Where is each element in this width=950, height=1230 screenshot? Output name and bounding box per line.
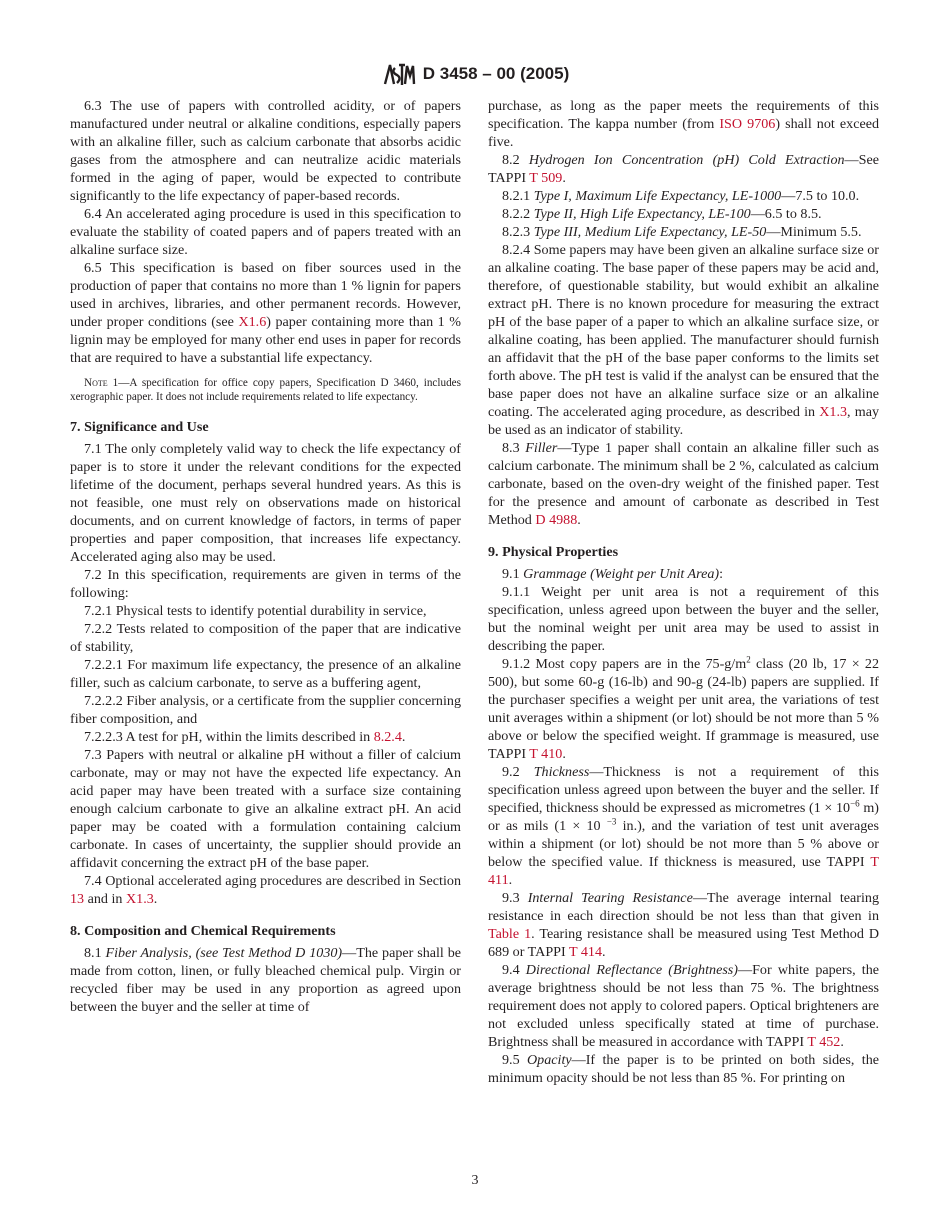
cross-reference-link[interactable]: T 414 [568, 944, 603, 960]
text: . [840, 1034, 844, 1050]
cross-reference-link[interactable]: X1.3 [125, 891, 154, 907]
text: : [719, 566, 724, 582]
text: 9. Physical Properties [488, 544, 619, 560]
italic-text: Internal Tearing Resistance [527, 890, 693, 906]
text: —Thickness is not a requirement of this specification unless agreed upon between the buyer and the seller. If specified, thickness should be expressed as micrometres (1 × 10 [488, 764, 879, 816]
text: 8.2 [502, 152, 529, 168]
text: 6.5 This specification is based on fiber sources used in the production of paper that contains no more than 1 % lignin for papers used in archives, libraries, and other permanent records. However, under proper conditions (see [70, 260, 461, 330]
paragraph [488, 961, 879, 1051]
cross-reference-link[interactable]: ISO 9706 [719, 116, 776, 132]
text: . [508, 872, 513, 888]
paragraph [70, 205, 461, 259]
text: ) shall not exceed five. [488, 116, 880, 150]
text: —If the paper is to be printed on both sides, the minimum opacity should be not less than 85 %. For printing on [488, 1052, 880, 1086]
paragraph [70, 566, 461, 602]
text: —Type 1 paper shall contain an alkaline filler such as calcium carbonate. The minimum shall be 2 %, calculated as calcium carbonate, based on the oven-dry weight of the finished paper. Test for the presence and amount of carbonate as described in Test Method [488, 440, 880, 528]
text: and in [84, 891, 126, 907]
paragraph [488, 223, 879, 241]
paragraph [70, 620, 461, 656]
paragraph [488, 205, 879, 223]
cross-reference-link[interactable]: 8.2.4 [373, 729, 402, 745]
superscript: −3 [606, 816, 617, 827]
cross-reference-link[interactable]: X1.6 [238, 314, 267, 330]
text: 9.3 [502, 890, 528, 906]
text: . [577, 512, 581, 528]
text: 8.2.2 [502, 206, 534, 222]
italic-text: Type II, High Life Expectancy, LE-100 [533, 206, 751, 222]
cross-reference-link[interactable]: 13 [70, 891, 85, 907]
paragraph [70, 944, 461, 1016]
page-number: 3 [471, 1173, 479, 1188]
text: ) paper containing more than 1 % lignin may be employed for many other end uses in paper for records that are required to have a substantial life expectancy. [70, 314, 461, 366]
text: 7.2.2.2 Fiber analysis, or a certificate from the supplier concerning fiber composition, and [70, 693, 461, 727]
text: purchase, as long as the paper meets the requirements of this specification. The kappa number (from [488, 98, 879, 132]
text: 9.1.1 Weight per unit area is not a requirement of this specification, unless agreed upon between the buyer and the seller, but the nominal weight per unit area may be used to assist in describing the paper. [488, 584, 879, 654]
paragraph [70, 97, 461, 205]
text: 7.2.2.1 For maximum life expectancy, the presence of an alkaline filler, such as calcium carbonate, to serve as a buffering agent, [70, 657, 461, 691]
paragraph [70, 872, 461, 908]
italic-text: Hydrogen Ion Concentration (pH) Cold Extraction [528, 152, 845, 168]
document-designation: D 3458 – 00 (2005) [422, 64, 570, 83]
text: 8.3 [502, 440, 526, 456]
cross-reference-link[interactable]: T 411 [488, 854, 879, 888]
text: 9.2 [502, 764, 534, 780]
text: 9.1.2 Most copy papers are in the 75-g/m [502, 656, 747, 672]
paragraph [70, 259, 461, 367]
text: . [401, 729, 406, 745]
italic-text: Opacity [527, 1052, 572, 1068]
paragraph [488, 889, 879, 961]
italic-text: Thickness [533, 764, 590, 780]
left-column [70, 97, 461, 1016]
cross-reference-link[interactable]: Table 1 [488, 926, 532, 942]
text: m) or as mils (1 × 10 [488, 800, 879, 834]
superscript: −6 [850, 798, 860, 809]
text: 8.2.3 [502, 224, 534, 240]
italic-text: Directional Reflectance (Brightness) [525, 962, 738, 978]
italic-text: Type III, Medium Life Expectancy, LE-50 [533, 224, 767, 240]
paragraph [70, 656, 461, 692]
italic-text: Filler [525, 440, 558, 456]
cross-reference-link[interactable]: T 410 [529, 746, 563, 762]
text: 9.1 [502, 566, 524, 582]
note [70, 376, 461, 404]
text: 7. Significance and Use [70, 419, 209, 435]
paragraph [488, 1051, 879, 1087]
section-heading [70, 922, 461, 940]
text: 7.3 Papers with neutral or alkaline pH without a filler of calcium carbonate, may or may not have the expected life expectancy. An acid paper may have been treated with a surface size containing enough calcium carbonate to give an alkaline extract pH. An acid paper may be coated with a formulation containing calcium carbonate. In cases of uncertainty, the supplier should provide an affidavit concerning the extract pH of the base paper. [70, 747, 461, 871]
text: 7.2.1 Physical tests to identify potential durability in service, [84, 603, 427, 619]
text: . [602, 944, 606, 960]
astm-logo-icon [381, 60, 417, 88]
paragraph [488, 187, 879, 205]
text: 1—A specification for office copy papers, Specification D 3460, includes xerographic paper. It does not include requirements related to life expectancy. [70, 377, 461, 403]
section-heading [70, 418, 461, 436]
paragraph [488, 241, 879, 439]
paragraph [70, 602, 461, 620]
paragraph [70, 440, 461, 566]
text: 9.5 [502, 1052, 527, 1068]
text: —The paper shall be made from cotton, linen, or fully bleached chemical pulp. Virgin or recycled fiber may be used in any proportion as agreed upon between the buyer and the seller at time of [70, 945, 462, 1015]
cross-reference-link[interactable]: D 4988 [535, 512, 578, 528]
text: 7.4 Optional accelerated aging procedures are described in Section [84, 873, 461, 889]
paragraph [488, 763, 879, 889]
text: in.), and the variation of test unit averages within a shipment (or lot) should be not more than 5 % above or below the specified value. If thickness is measured, use TAPPI [488, 818, 879, 870]
text: class (20 lb, 17 × 22 500), but some 60-g (16-lb) and 90-g (24-lb) papers are supplied. If the purchaser specifies a weight per unit area, the variations of test unit averages within a shipment (or lot) should be not more than 5 % above or below the specified weight. If grammage is measured, use TAPPI [488, 656, 880, 762]
text: —7.5 to 10.0. [781, 188, 860, 204]
text: . [153, 891, 158, 907]
paragraph [488, 439, 879, 529]
note-label: Note [84, 377, 108, 389]
section-heading [488, 543, 879, 561]
page-header [0, 60, 950, 88]
text: 8.2.4 Some papers may have been given an alkaline surface size or an alkaline coating. The base paper of these papers may be acid and, therefore, of questionable stability, but would exhibit an alkaline extract pH. There is no known procedure for measuring the extract pH of the base paper of a paper to which an alkaline surface size, or alkaline coating, has been applied. The manufacturer should furnish an affidavit that the pH of the base paper conforms to the limits set forth above. The pH test is valid if the analyst can be ensured that the base paper does not have an alkaline surface size or an alkaline coating. The accelerated aging procedure, as described in [488, 242, 879, 420]
cross-reference-link[interactable]: X1.3 [819, 404, 848, 420]
text: 9.4 [502, 962, 526, 978]
italic-text: Grammage (Weight per Unit Area) [523, 566, 720, 582]
italic-text: Fiber Analysis, (see Test Method D 1030) [105, 945, 343, 961]
paragraph [488, 655, 879, 763]
text: 7.2.2.3 A test for pH, within the limits described in [84, 729, 374, 745]
italic-text: Type I, Maximum Life Expectancy, LE-1000 [533, 188, 782, 204]
paragraph [70, 746, 461, 872]
text: . [562, 746, 566, 762]
text: —The average internal tearing resistance in each direction should be not less than that given in [488, 890, 879, 924]
text: 8.1 [84, 945, 106, 961]
paragraph-continuation [488, 97, 879, 151]
text: —See TAPPI [488, 152, 879, 186]
paragraph [488, 151, 879, 187]
right-column [488, 97, 879, 1087]
text: 7.2 In this specification, requirements are given in terms of the following: [70, 567, 461, 601]
text: 7.2.2 Tests related to composition of the paper that are indicative of stability, [70, 621, 461, 655]
cross-reference-link[interactable]: T 509 [529, 170, 563, 186]
text: 8. Composition and Chemical Requirements [70, 923, 336, 939]
text: —For white papers, the average brightness should be not less than 75 %. The brightness requirement does not apply to colored papers. Optical brighteners are not excluded unless specifically stated at time of purchase. Brightness shall be measured in accordance with TAPPI [488, 962, 880, 1050]
text: 6.4 An accelerated aging procedure is used in this specification to evaluate the stability of coated papers and of papers treated with an alkaline surface size. [70, 206, 461, 258]
text: 8.2.1 [502, 188, 534, 204]
text: 6.3 The use of papers with controlled acidity, or of papers manufactured under neutral or alkaline conditions, especially papers with an alkaline filler, such as calcium carbonate that absorbs acidic gases from the atmosphere and can neutralize acidic materials formed in the aging of paper, would be expected to contribute significantly to the life expectancy of paper-based records. [70, 98, 461, 204]
text: , may be used as an indicator of stability. [488, 404, 880, 438]
text: —6.5 to 8.5. [750, 206, 822, 222]
paragraph [70, 692, 461, 728]
cross-reference-link[interactable]: T 452 [807, 1034, 841, 1050]
paragraph [70, 728, 461, 746]
text: —Minimum 5.5. [766, 224, 862, 240]
paragraph [488, 583, 879, 655]
text: . Tearing resistance shall be measured using Test Method D 689 or TAPPI [488, 926, 880, 960]
text: 7.1 The only completely valid way to check the life expectancy of paper is to store it under the relevant conditions for the expected lifetime of the document, perhaps several hundred years. As this is not feasible, one must rely on observations made on historical documents, and on current knowledge of factors, in terms of paper properties and paper composition, that increases life expectancy. Accelerated aging also may be used. [70, 441, 461, 565]
paragraph [488, 565, 879, 583]
superscript: 2 [746, 654, 751, 665]
text: . [562, 170, 566, 186]
